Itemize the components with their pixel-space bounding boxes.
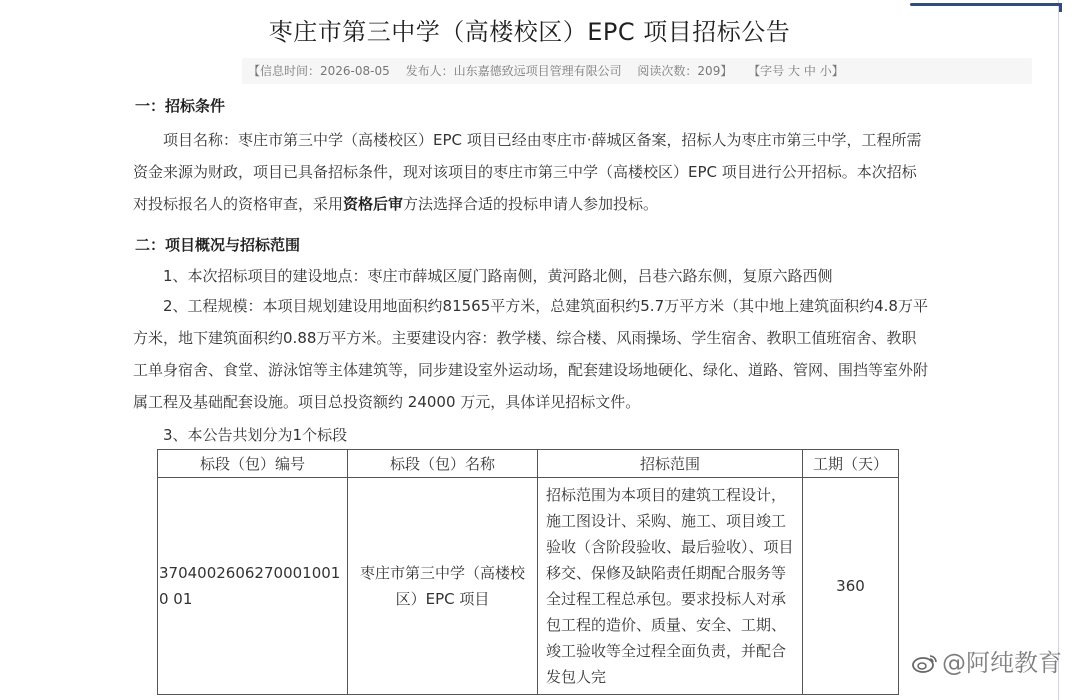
table-header-row (158, 450, 899, 478)
publisher: 发布人：山东嘉德致远项目管理有限公司 (405, 64, 622, 78)
info-time: 【信息时间：2026-08-05 (248, 64, 390, 78)
section-code-cell: 37040026062700010010 01 (158, 478, 348, 695)
watermark-text: @阿纯教育 (942, 649, 1062, 677)
page-title: 枣庄市第三中学（高楼校区）EPC 项目招标公告 (268, 18, 791, 46)
font-size-small-link[interactable]: 小】 (819, 64, 844, 78)
conditions-text-2: 方法选择合适的投标申请人参加投标。 (403, 195, 659, 213)
watermark (912, 643, 1062, 678)
corner-decoration-tick (1059, 3, 1062, 12)
overview-item-location: 1、本次招标项目的建设地点：枣庄市薛城区厦门路南侧，黄河路北侧，吕巷六路东侧，复原六路西侧 (163, 267, 833, 285)
overview-item-sections: 3、本公告共划分为1个标段 (163, 426, 348, 444)
read-count: 阅读次数：209】 (637, 64, 733, 78)
meta-bar (242, 58, 1032, 84)
bid-section-table (157, 449, 899, 695)
table-header-name: 标段（包）名称 (348, 450, 538, 478)
conditions-bold-text: 资格后审 (343, 195, 404, 213)
section-heading-conditions: 一：招标条件 (135, 97, 226, 115)
weibo-logo-icon (912, 653, 938, 673)
table-row (158, 478, 899, 695)
table-header-code: 标段（包）编号 (158, 450, 348, 478)
conditions-paragraph (133, 124, 928, 220)
table-header-duration: 工期（天） (803, 450, 899, 478)
overview-item-scale-text: 2、工程规模：本项目规划建设用地面积约81565平方米，总建筑面积约5.7万平方米（其中地上建筑面积约4.8万平方米，地下建筑面积约0.88万平方米。主要建设内容：教学楼、综合楼、风雨操场、学生宿舍、教职工值班宿舍、教职工单身宿舍、食堂、游泳馆等主体建筑等，同步建设室外运动场，配套建设场地硬化、绿化、道路、管网、围挡等室外附属工程及基础配套设施。项目总投资额约 24000 万元，具体详见招标文件。 (133, 297, 929, 411)
section-heading-overview: 二：项目概况与招标范围 (135, 236, 301, 254)
conditions-text-1: 项目名称：枣庄市第三中学（高楼校区）EPC 项目已经由枣庄市·薛城区备案，招标人为枣庄市第三中学，工程所需资金来源为财政，项目已具备招标条件，现对该项目的枣庄市第三中学（高楼校区）EPC 项目进行公开招标。本次招标对投标报名人的资格审查，采用 (133, 131, 922, 213)
font-size-medium-link[interactable]: 中 (803, 64, 816, 78)
section-duration-cell: 360 (803, 478, 899, 695)
font-size-label: 【字号 (748, 64, 785, 78)
font-size-large-link[interactable]: 大 (788, 64, 801, 78)
corner-decoration (910, 3, 1062, 6)
section-scope-cell: 招标范围为本项目的建筑工程设计，施工图设计、采购、施工、项目竣工验收（含阶段验收、最后验收）、项目移交、保修及缺陷责任期配合服务等全过程工程总承包。要求投标人对承包工程的造价、质量、安全、工期、竣工验收等全过程全面负责，并配合发包人完 (538, 478, 803, 695)
overview-item-scale (133, 290, 928, 418)
table-header-scope: 招标范围 (538, 450, 803, 478)
section-name-cell: 枣庄市第三中学（高楼校区）EPC 项目 (348, 478, 538, 695)
